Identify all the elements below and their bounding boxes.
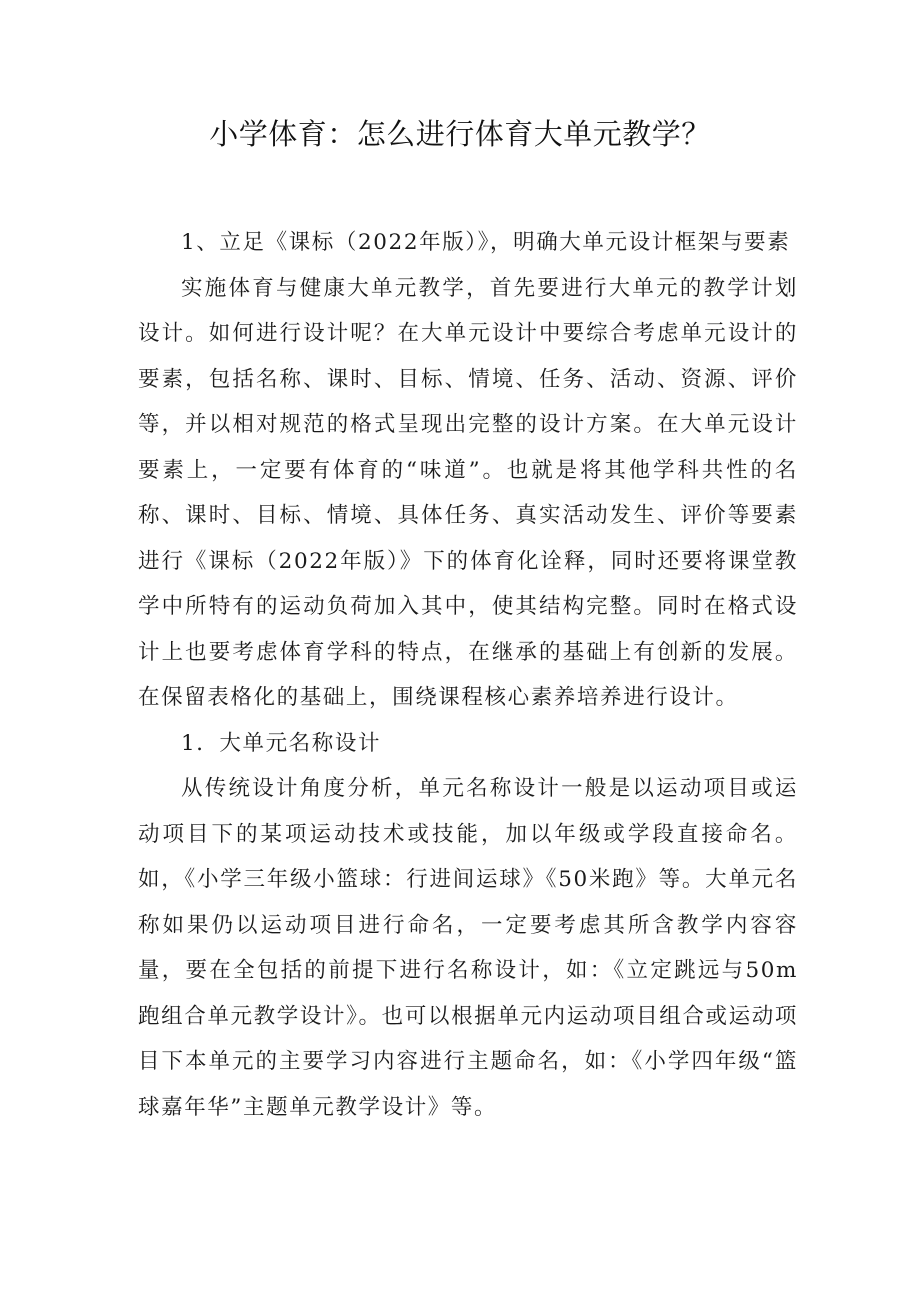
body-paragraph: 实施体育与健康大单元教学，首先要进行大单元的教学计划设计。如何进行设计呢？在大单元设计中要综合考虑单元设计的要素，包括名称、课时、目标、情境、任务、活动、资源、评价等，并以相对规范的格式呈现出完整的设计方案。在大单元设计要素上，一定要有体育的“味道”。也就是将其他学科共性的名称、课时、目标、情境、具体任务、真实活动发生、评价等要素进行《课标（2022年版）》下的体育化诠释，同时还要将课堂教学中所特有的运动负荷加入其中，使其结构完整。同时在格式设计上也要考虑体育学科的特点，在继承的基础上有创新的发展。在保留表格化的基础上，围绕课程核心素养培养进行设计。 bbox=[138, 275, 798, 710]
subsection-heading: 1．大单元名称设计 bbox=[181, 730, 382, 756]
document-title: 小学体育：怎么进行体育大单元教学？ bbox=[209, 117, 711, 151]
body-paragraph: 从传统设计角度分析，单元名称设计一般是以运动项目或运动项目下的某项运动技术或技能，加以年级或学段直接命名。如，《小学三年级小篮球：行进间运球》《50米跑》等。大单元名称如果仍以运动项目进行命名，一定要考虑其所含教学内容容量，要在全包括的前提下进行名称设计，如：《立定跳远与50m跑组合单元教学设计》。也可以根据单元内运动项目组合或运动项目下本单元的主要学习内容进行主题命名，如：《小学四年级“篮球嘉年华”主题单元教学设计》等。 bbox=[138, 776, 798, 1120]
section-heading: 1、立足《课标（2022年版）》，明确大单元设计框架与要素 bbox=[181, 230, 791, 255]
document-body bbox=[138, 220, 798, 1130]
